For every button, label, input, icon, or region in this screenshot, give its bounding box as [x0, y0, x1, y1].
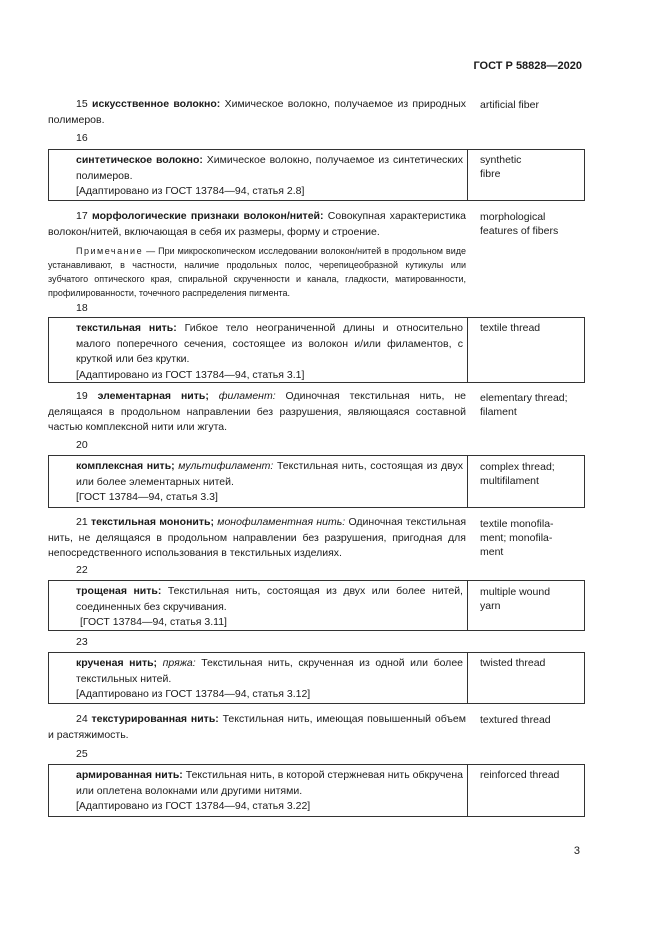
term-24	[48, 712, 466, 743]
term-25-box	[48, 764, 585, 817]
term-name: комплексная нить;	[76, 460, 175, 472]
term-definition: Гибкое тело неограниченной длины и относительно малого поперечного сечения, состоящее из волокон и/или филаментов, с круткой или без крутки.	[76, 322, 463, 365]
term-english: features of fibers	[480, 225, 559, 237]
term-number: 22	[76, 564, 88, 576]
term-17-note	[48, 244, 466, 300]
term-number: 19	[76, 390, 88, 402]
term-english: fibre	[480, 168, 501, 180]
term-english: ment; monofila-	[480, 532, 553, 544]
term-number: 25	[76, 748, 88, 760]
term-number: 18	[76, 302, 88, 314]
term-english: filament	[480, 406, 517, 418]
term-number: 20	[76, 439, 88, 451]
term-english: textile thread	[480, 322, 541, 334]
term-name: текстурированная нить:	[91, 713, 219, 725]
term-definition: Текстильная нить, состоящая из двух или более элементарных нитей.	[76, 460, 463, 488]
term-name: армированная нить:	[76, 769, 183, 781]
term-english: elementary thread;	[480, 392, 568, 404]
term-15-english: artificial fiber	[480, 99, 539, 111]
term-definition: Совокупная характеристика волокон/нитей, включающая в себя их размеры, форму и строение.	[48, 210, 466, 238]
term-source: [ГОСТ 13784—94, статья 3.11]	[80, 616, 227, 628]
term-synonym: монофиламентная нить:	[213, 516, 346, 528]
term-17	[48, 209, 466, 240]
document-header: ГОСТ Р 58828—2020	[473, 60, 582, 72]
term-english: synthetic	[480, 154, 522, 166]
page-number: 3	[573, 845, 580, 857]
term-number: 23	[76, 636, 88, 648]
term-15	[48, 97, 466, 128]
term-english: yarn	[480, 600, 501, 612]
term-name: трощеная нить:	[76, 585, 162, 597]
term-english: twisted thread	[480, 657, 546, 669]
term-number: 15	[76, 98, 88, 110]
term-number: 17	[76, 210, 88, 222]
term-source: [Адаптировано из ГОСТ 13784—94, статья 3.12]	[76, 688, 311, 700]
term-definition: Текстильная нить, в которой стержневая нить обкручена или оплетена волокнами или другими нитями.	[76, 769, 464, 797]
term-name: искусственное волокно:	[92, 98, 221, 110]
term-18-box	[48, 317, 585, 383]
term-definition: Текстильная нить, имеющая повышенный объем и растяжимость.	[48, 713, 466, 741]
term-source: [Адаптировано из ГОСТ 13784—94, статья 3.1]	[76, 368, 305, 381]
term-synonym: мультифиламент:	[174, 460, 274, 472]
term-definition: Химическое волокно, получаемое из синтетических полимеров.	[76, 154, 463, 182]
term-english: multiple wound	[480, 586, 551, 598]
note-text: — При микроскопическом исследовании волокон/нитей в продольном виде устанавливают, в частности, наличие продольных полос, черепицеобразной кутикулы или зубчатого оптического края, спиральной скрученности и канала, гладкости, матированности, профилированности, точечного распределения пигмента.	[48, 246, 466, 298]
term-name: элементарная нить;	[97, 390, 209, 402]
note-label: Примечание	[76, 246, 144, 256]
term-definition: Химическое волокно, получаемое из природных полимеров.	[48, 98, 466, 126]
term-synonym: филамент:	[208, 390, 276, 402]
term-19	[48, 389, 466, 436]
term-source: [ГОСТ 13784—94, статья 3.3]	[76, 491, 218, 503]
term-english: morphological	[480, 211, 546, 223]
term-source: [Адаптировано из ГОСТ 13784—94, статья 3.22]	[76, 800, 311, 812]
term-english: multifilament	[480, 475, 539, 487]
term-definition: Одиночная текстильная нить, не делящаяся в продольном направлении без разрушения, являющаяся составной частью комплексной нити или жгута.	[48, 390, 467, 433]
term-english: complex thread;	[480, 461, 555, 473]
term-21	[48, 515, 466, 562]
term-20-box	[48, 455, 585, 508]
term-synonym: пряжа:	[157, 657, 196, 669]
term-definition: Текстильная нить, скрученная из одной или более текстильных нитей.	[76, 657, 463, 685]
term-number: 24	[76, 713, 88, 725]
term-24-english: textured thread	[480, 714, 551, 726]
term-17-english	[480, 210, 590, 238]
term-23-box	[48, 652, 585, 704]
term-number: 21	[76, 516, 88, 528]
term-21-english	[480, 517, 590, 559]
term-name: текстильная мононить;	[91, 516, 214, 528]
term-name: морфологические признаки волокон/нитей:	[92, 210, 324, 222]
term-name: крученая нить;	[76, 657, 158, 669]
term-definition: Одиночная текстильная нить, не делящаяся в продольном направлении без разрушения, пригодная для непосредственного использования в текстильных изделиях.	[48, 516, 467, 559]
term-definition: Текстильная нить, состоящая из двух или более нитей, соединенных без скручивания.	[76, 585, 463, 613]
term-english: textile monofila-	[480, 518, 554, 530]
term-22-box	[48, 580, 585, 631]
term-name: синтетическое волокно:	[76, 154, 203, 166]
term-name: текстильная нить:	[76, 322, 177, 334]
term-english: reinforced thread	[480, 769, 560, 781]
term-number: 16	[76, 132, 88, 144]
term-19-english	[480, 391, 590, 419]
term-source: [Адаптировано из ГОСТ 13784—94, статья 2.8]	[76, 185, 305, 197]
term-english: ment	[480, 546, 504, 558]
term-16-box	[48, 149, 585, 201]
